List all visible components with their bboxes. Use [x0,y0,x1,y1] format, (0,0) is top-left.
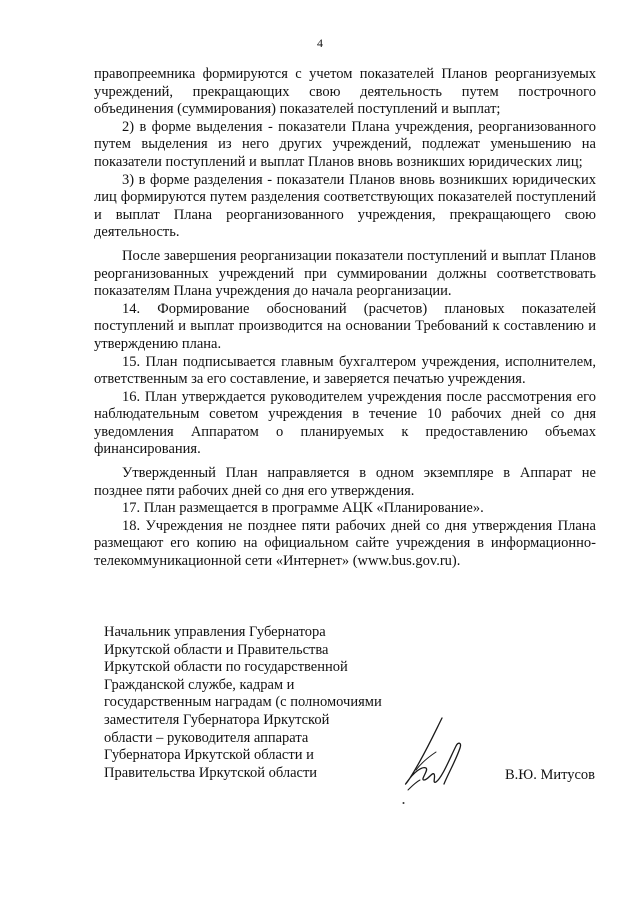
signatory-title-line: заместителя Губернатора Иркутской [104,711,330,728]
page-number: 4 [317,36,323,50]
signatory-title-line: государственным наградам (с полномочиями [104,694,382,711]
ink-dot-icon [402,801,405,805]
signatory-title-line: Губернатора Иркутской области и [104,747,314,764]
paragraph-item-15: 15. План подписывается главным бухгалтером учреждения, исполнителем, ответственным за его составление, и заверяется печатью учреждения. [94,353,596,388]
paragraph-separation-form: 2) в форме выделения - показатели Плана учреждения, реорганизованного путем выделения из него других учреждений, подлежат уменьшению на показатели поступлений и выплат Планов вновь возникших юридических лиц; [94,118,596,170]
paragraph-item-18: 18. Учреждения не позднее пяти рабочих дней со дня утверждения Плана размещают его копию на официальном сайте учреждения в информационно-телекоммуникационной сети «Интернет» (www.bus.gov.ru). [94,517,596,570]
paragraph-item-17: 17. План размещается в программе АЦК «Планирование». [122,500,484,517]
document-body [94,66,596,571]
signatory-title-line: Начальник управления Губернатора [104,624,326,640]
signatory-title-block [104,624,404,782]
paragraph-division-form: 3) в форме разделения - показатели Планов вновь возникших юридических лиц формируются путем разделения соответствующих показателей поступлений и выплат Плана реорганизованного учреждения, прекращающего свою деятельность. [94,171,596,241]
signatory-title-line: Гражданской службе, кадрам и [104,676,295,693]
paragraph-after-reorganization: После завершения реорганизации показатели поступлений и выплат Планов реорганизованных учреждений при суммировании должны соответствовать показателям Плана учреждения до начала реорганизации. [94,247,596,300]
signatory-title-line: Иркутской области по государственной [104,659,348,676]
signatory-title-line: области – руководителя аппарата [104,729,309,746]
paragraph-continuation: правопреемника формируются с учетом показателей Планов реорганизуемых учреждений, прекращающих свою деятельность путем построчного объединения (суммирования) показателей поступлений и выплат; [94,66,596,118]
signatory-title-line: Иркутской области и Правительства [104,641,329,658]
paragraph-item-14: 14. Формирование обоснований (расчетов) плановых показателей поступлений и выплат производится на основании Требований к составлению и утверждению плана. [94,300,596,352]
handwritten-signature-icon [396,712,476,802]
signatory-title-line: Правительства Иркутской области [104,764,318,781]
signer-name: В.Ю. Митусов [505,767,596,783]
paragraph-item-16: 16. План утверждается руководителем учреждения после рассмотрения его наблюдательным советом учреждения в течение 10 рабочих дней со дня уведомления Аппаратом о планируемых к предоставлению объемах финансирования. [94,388,596,458]
paragraph-approved-plan: Утвержденный План направляется в одном экземпляре в Аппарат не позднее пяти рабочих дней со дня его утверждения. [94,465,596,499]
